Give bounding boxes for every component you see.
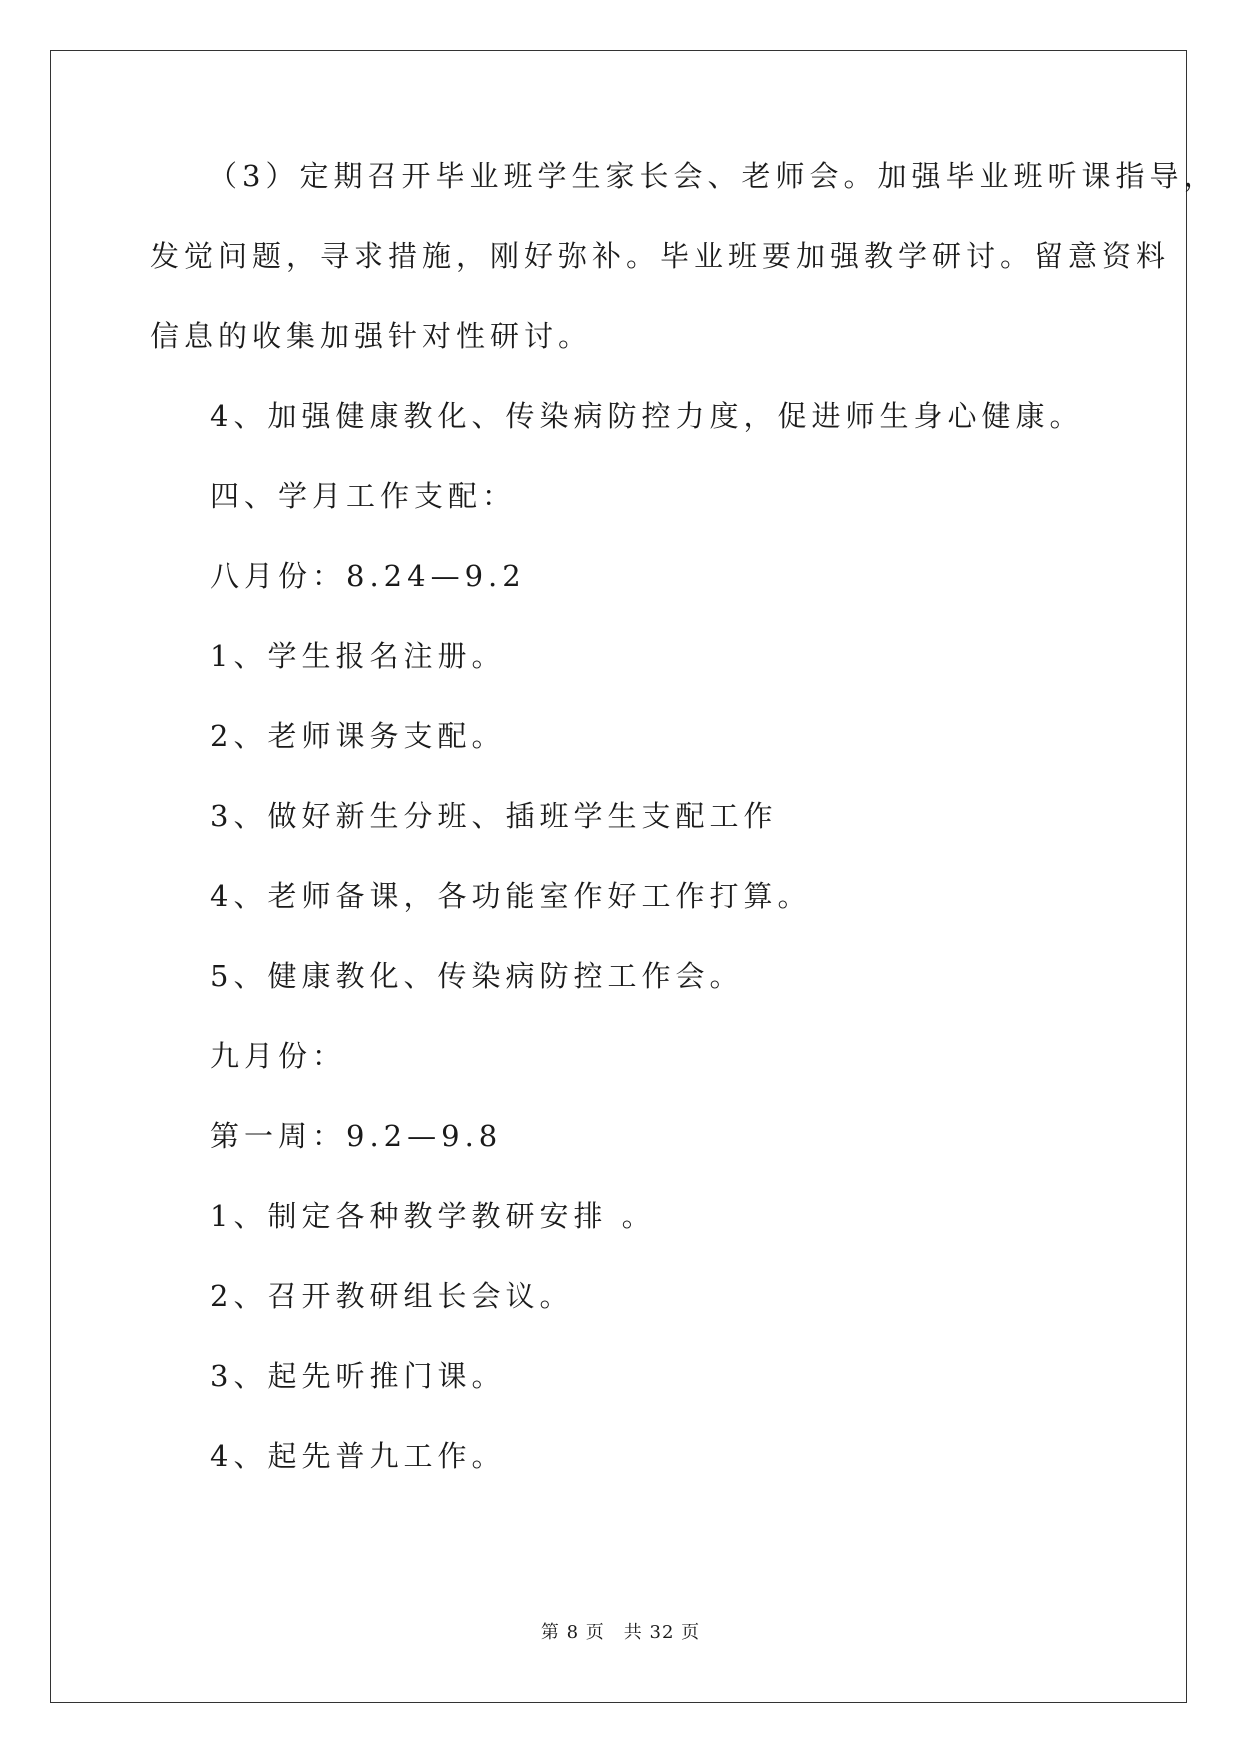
paragraph-line: 信息的收集加强针对性研讨。 [150,319,593,353]
august-heading: 八月份：8.24—9.2 [210,559,526,593]
list-item: 4、老师备课，各功能室作好工作打算。 [210,879,812,913]
list-item: 3、做好新生分班、插班学生支配工作 [210,799,778,833]
list-item: 2、老师课务支配。 [210,719,506,753]
september-heading: 九月份： [210,1039,347,1073]
paragraph-line: 发觉问题，寻求措施，刚好弥补。毕业班要加强教学研讨。留意资料 [150,239,1171,273]
week-heading: 第一周：9.2—9.8 [210,1119,503,1153]
page-number-footer: 第 8 页 共 32 页 [540,1622,701,1643]
health-item: 4、加强健康教化、传染病防控力度，促进师生身心健康。 [210,399,1084,433]
list-item: 5、健康教化、传染病防控工作会。 [210,959,744,993]
list-item: 1、学生报名注册。 [210,639,506,673]
list-item: 3、起先听推门课。 [210,1359,506,1393]
list-item: 1、制定各种教学教研安排 。 [210,1199,656,1233]
section-heading: 四、学月工作支配： [210,479,517,513]
list-item: 2、召开教研组长会议。 [210,1279,574,1313]
list-item: 4、起先普九工作。 [210,1439,506,1473]
paragraph-line: （3）定期召开毕业班学生家长会、老师会。加强毕业班听课指导， [208,159,1218,193]
